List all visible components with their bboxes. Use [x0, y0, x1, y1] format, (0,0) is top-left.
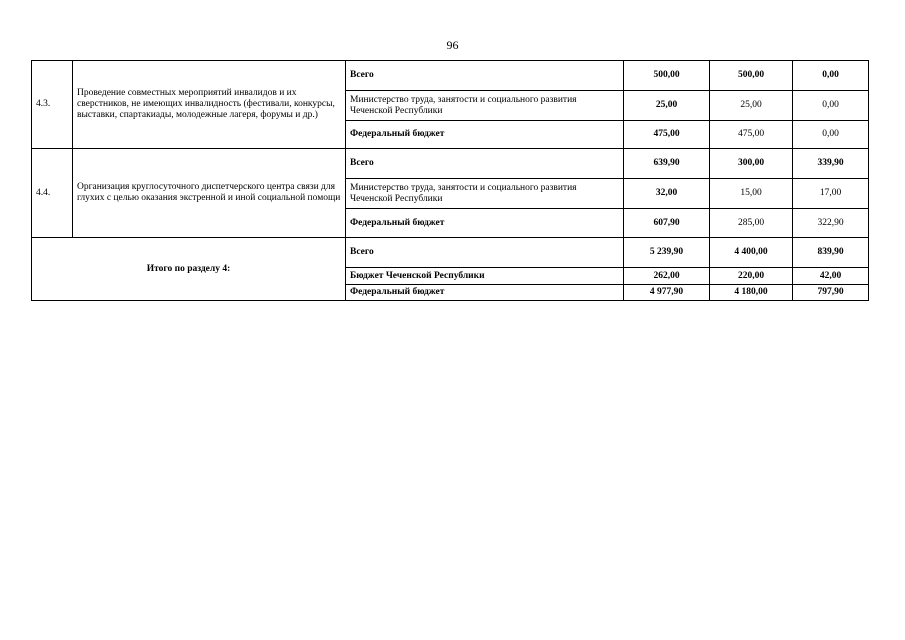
value-cell: 15,00	[710, 179, 793, 209]
budget-table	[31, 60, 869, 301]
source-cell: Министерство труда, занятости и социального развития Чеченской Республики	[346, 179, 624, 209]
source-cell: Федеральный бюджет	[346, 121, 624, 149]
page-number: 96	[446, 38, 459, 52]
value-cell: 500,00	[710, 61, 793, 91]
value-cell: 4 400,00	[710, 238, 793, 268]
value-cell: 220,00	[710, 268, 793, 285]
row-number: 4.3.	[32, 61, 73, 149]
value-cell: 322,90	[793, 209, 869, 238]
value-cell: 42,00	[793, 268, 869, 285]
value-cell: 4 180,00	[710, 285, 793, 301]
source-cell: Министерство труда, занятости и социального развития Чеченской Республики	[346, 91, 624, 121]
value-cell: 0,00	[793, 121, 869, 149]
value-cell: 607,90	[624, 209, 710, 238]
source-cell: Федеральный бюджет	[346, 209, 624, 238]
value-cell: 17,00	[793, 179, 869, 209]
value-cell: 339,90	[793, 149, 869, 179]
source-cell: Всего	[346, 61, 624, 91]
value-cell: 0,00	[793, 61, 869, 91]
source-cell: Всего	[346, 238, 624, 268]
value-cell: 475,00	[624, 121, 710, 149]
value-cell: 25,00	[710, 91, 793, 121]
source-cell: Всего	[346, 149, 624, 179]
value-cell: 797,90	[793, 285, 869, 301]
row-number: 4.4.	[32, 149, 73, 238]
source-cell: Бюджет Чеченской Республики	[346, 268, 624, 285]
source-cell: Федеральный бюджет	[346, 285, 624, 301]
value-cell: 500,00	[624, 61, 710, 91]
value-cell: 639,90	[624, 149, 710, 179]
value-cell: 839,90	[793, 238, 869, 268]
table-row	[32, 61, 869, 91]
value-cell: 32,00	[624, 179, 710, 209]
value-cell: 4 977,90	[624, 285, 710, 301]
table-row	[32, 149, 869, 179]
table-row	[32, 238, 869, 268]
activity-name: Проведение совместных мероприятий инвалидов и их сверстников, не имеющих инвалидность (фестивали, конкурсы, выставки, спартакиады, молодежные лагеря, форумы и др.)	[73, 61, 346, 149]
value-cell: 285,00	[710, 209, 793, 238]
value-cell: 5 239,90	[624, 238, 710, 268]
value-cell: 0,00	[793, 91, 869, 121]
total-label: Итого по разделу 4:	[32, 238, 346, 301]
value-cell: 300,00	[710, 149, 793, 179]
value-cell: 25,00	[624, 91, 710, 121]
activity-name: Организация круглосуточного диспетчерского центра связи для глухих с целью оказания экстренной и иной социальной помощи	[73, 149, 346, 238]
value-cell: 475,00	[710, 121, 793, 149]
value-cell: 262,00	[624, 268, 710, 285]
